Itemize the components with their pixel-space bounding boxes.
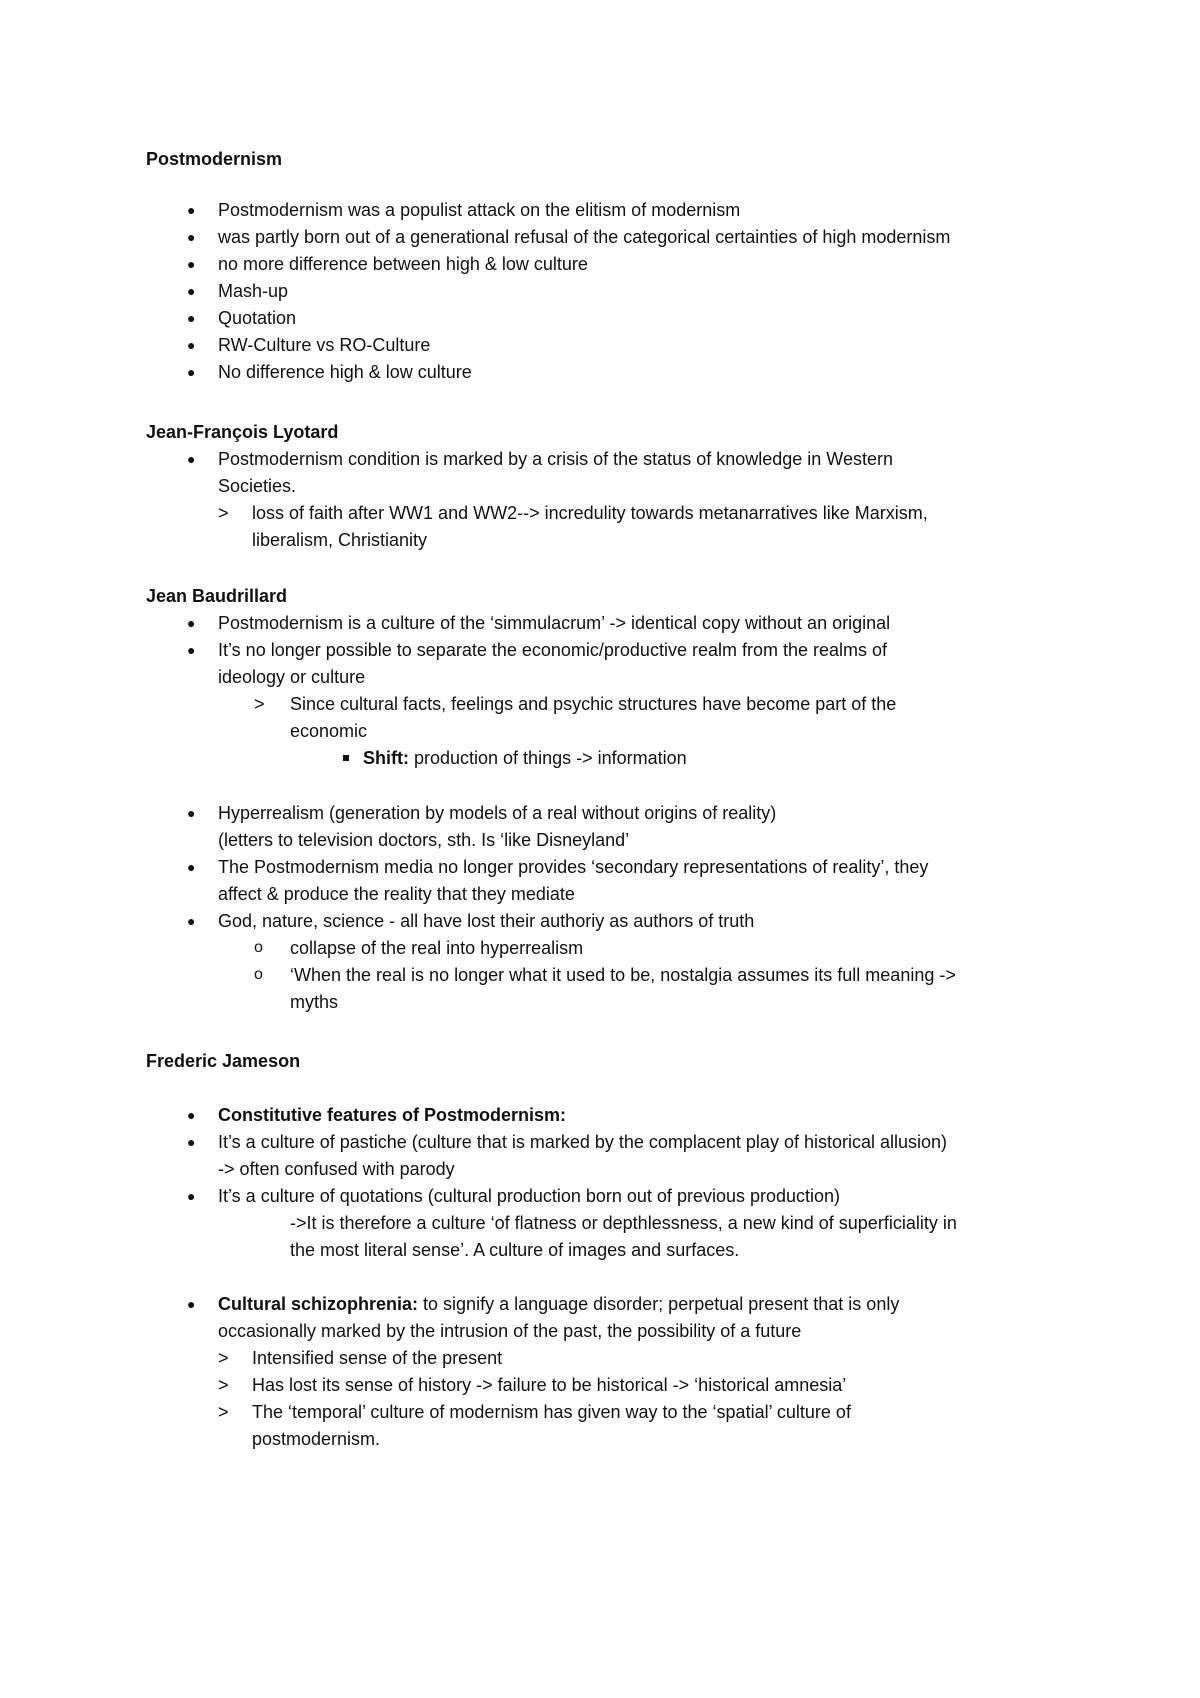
- list-item: Postmodernism was a populist attack on the elitism of modernism: [218, 200, 741, 220]
- circle-marker-icon: o: [254, 966, 263, 983]
- sub-list-item: collapse of the real into hyperrealism: [290, 938, 584, 958]
- list-item: God, nature, science - all have lost their authoriy as authors of truth: [218, 911, 755, 931]
- sub-list-item-continuation: economic: [290, 721, 368, 741]
- list-item-continuation: -> often confused with parody: [218, 1159, 455, 1179]
- bullet-icon: ●: [187, 615, 196, 631]
- list-item: No difference high & low culture: [218, 362, 472, 382]
- sub-list-item-continuation: liberalism, Christianity: [252, 530, 428, 550]
- bullet-icon: ●: [187, 202, 196, 218]
- bullet-icon: ●: [187, 1107, 196, 1123]
- circle-marker-icon: o: [254, 939, 263, 956]
- bullet-icon: ●: [187, 805, 196, 821]
- list-item-continuation: occasionally marked by the intrusion of the past, the possibility of a future: [218, 1321, 802, 1341]
- list-item: no more difference between high & low culture: [218, 254, 588, 274]
- bullet-icon: ●: [187, 451, 196, 467]
- bullet-icon: ●: [187, 310, 196, 326]
- arrow-marker-icon: >: [218, 503, 229, 523]
- sub-list-item: Has lost its sense of history -> failure to be historical -> ‘historical amnesia’: [252, 1375, 847, 1395]
- section-heading-jameson: Frederic Jameson: [146, 1051, 301, 1071]
- sub-sub-list-text: production of things -> information: [408, 748, 687, 768]
- bullet-icon: ●: [187, 1188, 196, 1204]
- sub-list-item: The ‘temporal’ culture of modernism has given way to the ‘spatial’ culture of: [252, 1402, 851, 1422]
- bullet-icon: ●: [187, 337, 196, 353]
- sub-list-item: loss of faith after WW1 and WW2--> incredulity towards metanarratives like Marxism,: [252, 503, 928, 523]
- section-heading-baudrillard: Jean Baudrillard: [146, 586, 288, 606]
- list-item-continuation: ideology or culture: [218, 667, 366, 687]
- sub-list-item: Since cultural facts, feelings and psychic structures have become part of the: [290, 694, 897, 714]
- arrow-marker-icon: >: [254, 694, 265, 714]
- list-item: [218, 1292, 899, 1316]
- bullet-icon: ●: [187, 283, 196, 299]
- bullet-icon: ●: [187, 229, 196, 245]
- list-item-text: to signify a language disorder; perpetual present that is only: [418, 1294, 900, 1314]
- bullet-icon: ●: [187, 364, 196, 380]
- list-item: Constitutive features of Postmodernism:: [218, 1105, 567, 1125]
- list-item-continuation: the most literal sense’. A culture of images and surfaces.: [290, 1240, 740, 1260]
- section-heading-lyotard: Jean-François Lyotard: [146, 422, 339, 442]
- bullet-icon: ●: [187, 859, 196, 875]
- list-item: It’s a culture of quotations (cultural production born out of previous production): [218, 1186, 841, 1206]
- list-item: Postmodernism is a culture of the ‘simmulacrum’ -> identical copy without an original: [218, 613, 891, 633]
- list-item: The Postmodernism media no longer provides ‘secondary representations of reality’, they: [218, 857, 929, 877]
- list-item-continuation: affect & produce the reality that they mediate: [218, 884, 575, 904]
- list-item-continuation: ->It is therefore a culture ‘of flatness or depthlessness, a new kind of superficiality in: [290, 1213, 957, 1233]
- section-heading-postmodernism: Postmodernism: [146, 149, 283, 169]
- arrow-marker-icon: >: [218, 1348, 229, 1368]
- sub-list-item-continuation: myths: [290, 992, 339, 1012]
- bullet-icon: ●: [187, 1134, 196, 1150]
- bullet-icon: ●: [187, 642, 196, 658]
- list-item: Hyperrealism (generation by models of a real without origins of reality): [218, 803, 777, 823]
- list-item-continuation: Societies.: [218, 476, 297, 496]
- list-item-continuation: (letters to television doctors, sth. Is ‘like Disneyland’: [218, 830, 630, 850]
- sub-list-item: ‘When the real is no longer what it used to be, nostalgia assumes its full meaning ->: [290, 965, 956, 985]
- list-item: Postmodernism condition is marked by a crisis of the status of knowledge in Western: [218, 449, 893, 469]
- sub-list-item: Intensified sense of the present: [252, 1348, 503, 1368]
- square-bullet-icon: [343, 755, 349, 761]
- arrow-marker-icon: >: [218, 1402, 229, 1422]
- sub-list-item-continuation: postmodernism.: [252, 1429, 381, 1449]
- list-item: was partly born out of a generational refusal of the categorical certainties of high modernism: [218, 227, 951, 247]
- list-item: It’s no longer possible to separate the economic/productive realm from the realms of: [218, 640, 888, 660]
- list-item: It’s a culture of pastiche (culture that is marked by the complacent play of historical allusion): [218, 1132, 948, 1152]
- sub-sub-list-label: Shift:: [363, 748, 409, 768]
- list-item: Quotation: [218, 308, 297, 328]
- sub-sub-list-item: [363, 746, 687, 770]
- bullet-icon: ●: [187, 1296, 196, 1312]
- arrow-marker-icon: >: [218, 1375, 229, 1395]
- bullet-icon: ●: [187, 256, 196, 272]
- list-item-label: Cultural schizophrenia:: [218, 1294, 419, 1314]
- list-item: RW-Culture vs RO-Culture: [218, 335, 431, 355]
- list-item: Mash-up: [218, 281, 289, 301]
- bullet-icon: ●: [187, 913, 196, 929]
